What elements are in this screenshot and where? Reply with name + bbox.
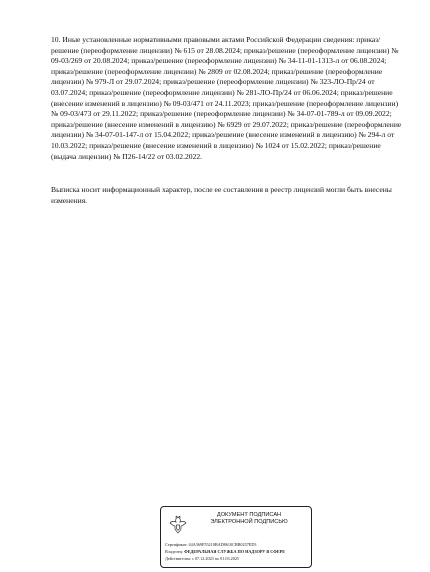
item-10-paragraph: 10. Иные установленные нормативными правовыми актами Российской Федерации сведения: приказ/решение (переоформление лицензии) № 615 от 28.08.2024; приказ/решение (переоформление лицензии) № 09-03/269 от 20.08.2024; приказ/решение (переоформление лицензии) № 34-11-01-1313-л от 06.08.2024; приказ/решение (переоформление лицензии) № 2809 от 02.08.2024; приказ/решение (переоформление лицензии) № 979-Л от 29.07.2024; приказ/решение (переоформление лицензии) № 323-ЛО-Пр/24 от 03.07.2024; приказ/решение (переоформление лицензии) № 281-ЛО-Пр/24 от 06.06.2024; приказ/решение (внесение изменений в лицензию) № 09-03/471 от 24.11.2023; приказ/решение (переоформление лицензии) № 09-03/473 от 29.11.2022; приказ/решение (переоформление лицензии) № 34-07-01-789-л от 09.09.2022; приказ/решение (внесение изменений в лицензию) № 6929 от 29.07.2022; приказ/решение (переоформление лицензии) № 34-07-01-147-л от 15.04.2022; приказ/решение (внесение изменений в лицензию) № 294-л от 10.03.2022; приказ/решение (внесение изменений в лицензию) № 1024 от 15.02.2022; приказ/решение (выдача лицензии) № П26-14/22 от 03.02.2022. <box>51 35 402 161</box>
stamp-title-line-1: ДОКУМЕНТ ПОДПИСАН <box>216 512 282 518</box>
owner-label: Владелец: <box>165 549 184 554</box>
certificate-line <box>165 542 256 547</box>
stamp-title-line-2: ЭЛЕКТРОННОЙ ПОДПИСЬЮ <box>210 519 288 525</box>
electronic-signature-stamp <box>160 506 312 568</box>
stamp-title <box>187 512 311 526</box>
disclaimer-note: Выписка носит информационный характер, после ее составления в реестр лицензий могли быть внесены изменения. <box>51 185 392 205</box>
owner-value: ФЕДЕРАЛЬНАЯ СЛУЖБА ПО НАДЗОРУ В СФЕРЕ <box>184 549 286 554</box>
certificate-label: Сертификат: <box>165 542 188 547</box>
coat-of-arms-emblem-icon <box>167 514 189 536</box>
validity-line: Действителен: с 07.12.2023 по 01.03.2025 <box>165 556 240 561</box>
owner-line <box>165 549 285 554</box>
certificate-value: 44A369F55210BAD8610CBB0257ED3 <box>188 542 257 547</box>
